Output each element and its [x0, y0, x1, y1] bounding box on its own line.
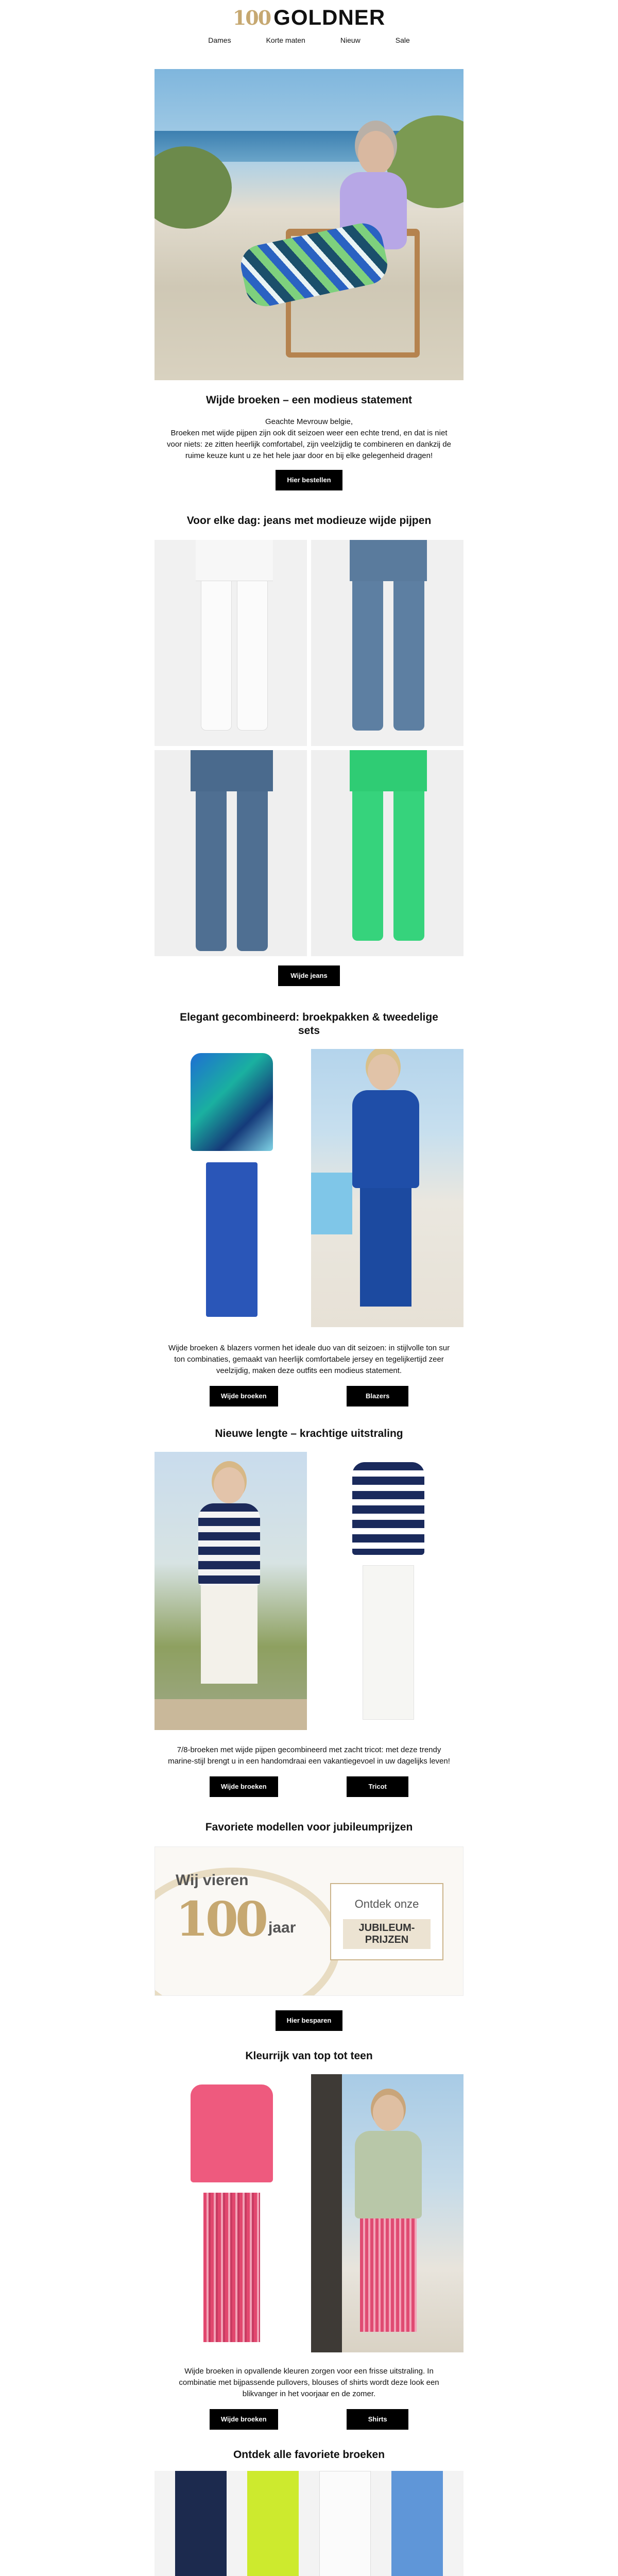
colorful-wide-pants-button[interactable]: Wijde broeken [210, 2409, 278, 2430]
nav-korte-maten[interactable]: Korte maten [266, 36, 305, 44]
jeans-waist [350, 540, 427, 581]
length-text: 7/8-broeken met wijde pijpen gecombineerd met zacht tricot: met deze trendy marine-stijl brengt u in een handomdraai een vakantiegevoel in uw dagelijks leven! [168, 1745, 450, 1766]
combined-model-head [368, 1054, 399, 1090]
jubilee-title: Favoriete modellen voor jubileumprijzen [205, 1821, 413, 1833]
combined-wide-pants-button[interactable]: Wijde broeken [210, 1386, 278, 1406]
favorites-pants-white [319, 2471, 371, 2576]
jeans-button[interactable]: Wijde jeans [278, 965, 340, 986]
length-cardigan [352, 1462, 424, 1555]
hero-text: Broeken met wijde pijpen zijn ook dit seizoen weer een echte trend, en dat is niet voor niets: ze zitten heerlijk comfortabel, zijn veelzijdig te combineren en dankzij de ruime keuze kunt u ze het hele jaar door en bij elke gelegenheid dragen! [167, 429, 451, 460]
colorful-model-jacket [355, 2131, 422, 2218]
jeans-leg [393, 786, 424, 941]
length-tricot-button[interactable]: Tricot [347, 1776, 408, 1797]
jeans-tile-white[interactable] [154, 540, 307, 746]
jeans-leg [237, 576, 268, 731]
combined-model-blazer [352, 1090, 419, 1188]
nav-nieuw[interactable]: Nieuw [340, 36, 360, 44]
colorful-grid [154, 2074, 464, 2352]
jeans-waist [196, 540, 273, 581]
nav-dames[interactable]: Dames [208, 36, 231, 44]
jubilee-box-line1: Ontdek onze [354, 1897, 419, 1910]
jeans-leg [196, 786, 227, 951]
favorites-pants-blue [391, 2471, 443, 2576]
length-model-top [198, 1503, 260, 1586]
combined-grid [154, 1049, 464, 1327]
jubilee-box-line2: JUBILEUM- [358, 1922, 415, 1934]
email-column [154, 0, 464, 2576]
colorful-shirts-button[interactable]: Shirts [347, 2409, 408, 2430]
jeans-title: Voor elke dag: jeans met modieuze wijde pijpen [186, 515, 432, 527]
jeans-waist [191, 750, 273, 791]
main-nav [154, 36, 464, 44]
colorful-model-head [373, 2095, 404, 2131]
colorful-model-pants [360, 2218, 417, 2332]
jubilee-box-line3: PRIJZEN [365, 1934, 409, 1945]
colorful-tile-items[interactable] [154, 2074, 307, 2352]
jeans-leg [237, 786, 268, 951]
jeans-leg [352, 786, 383, 941]
hero-image[interactable] [154, 69, 464, 380]
combined-pants [206, 1162, 258, 1317]
jeans-tile-green[interactable] [311, 750, 464, 956]
jeans-grid-row-2 [154, 750, 464, 956]
jubilee-line1: Wij vieren [176, 1872, 249, 1889]
colorful-title: Kleurrijk van top tot teen [245, 2050, 373, 2062]
jeans-leg [352, 576, 383, 731]
jeans-waist [350, 750, 427, 791]
combined-blazers-button[interactable]: Blazers [347, 1386, 408, 1406]
jubilee-number: 100 [176, 1891, 266, 1947]
length-wide-pants-button[interactable]: Wijde broeken [210, 1776, 278, 1797]
hero-title: Wijde broeken – een modieus statement [205, 394, 413, 406]
jeans-grid-row-1 [154, 540, 464, 746]
colorful-pants [203, 2193, 260, 2342]
length-tile-items[interactable] [311, 1452, 464, 1730]
colorful-shirt [191, 2084, 273, 2182]
combined-shirt [191, 1053, 273, 1151]
colorful-wall [311, 2074, 342, 2352]
length-grid [154, 1452, 464, 1730]
length-model-pants [201, 1586, 258, 1684]
hero-order-button[interactable]: Hier bestellen [276, 470, 342, 490]
logo[interactable] [154, 0, 464, 30]
combined-tile-items[interactable] [154, 1049, 307, 1327]
logo-number: 100 [232, 6, 271, 29]
nav-sale[interactable]: Sale [395, 36, 410, 44]
jeans-tile-blue[interactable] [311, 540, 464, 746]
combined-text: Wijde broeken & blazers vormen het ideale duo van dit seizoen: in stijlvolle ton sur ton combinaties, gemaakt van heerlijk comfortabele jersey en tegelijkertijd zeer veelzijdig, maken deze outfits een modieus statement. [168, 1344, 450, 1375]
colorful-text: Wijde broeken in opvallende kleuren zorgen voor een frisse uitstraling. In combinatie met bijpassende pullovers, blouses of shirts wordt deze look een blikvanger in het voorjaar en de zomer. [179, 2367, 439, 2398]
combined-tile-model[interactable] [311, 1049, 464, 1327]
favorites-title: Ontdek alle favoriete broeken [233, 2449, 385, 2461]
length-model-head [214, 1467, 245, 1503]
length-title: Nieuwe lengte – krachtige uitstraling [215, 1428, 403, 1439]
length-pants [363, 1565, 414, 1720]
hero-model-head [358, 131, 394, 175]
favorites-pants-navy [175, 2471, 227, 2576]
combined-title: Elegant gecombineerd: broekpakken & tweedelige sets [180, 1011, 438, 1037]
length-deck [154, 1699, 307, 1730]
logo-word: GOLDNER [273, 5, 386, 29]
length-tile-model[interactable] [154, 1452, 307, 1730]
jeans-tile-denim[interactable] [154, 750, 307, 956]
hero-greeting: Geachte Mevrouw belgie, [265, 417, 353, 426]
jubilee-banner[interactable] [154, 1846, 464, 1996]
jeans-leg [393, 576, 424, 731]
header [154, 0, 464, 69]
jubilee-button[interactable]: Hier besparen [276, 2010, 343, 2031]
favorites-pants-lime [247, 2471, 299, 2576]
combined-model-pants [360, 1188, 411, 1307]
jubilee-box [330, 1883, 443, 1960]
jeans-leg [201, 576, 232, 731]
jubilee-line2: jaar [268, 1919, 296, 1936]
combined-pool [311, 1173, 352, 1234]
favorites-image[interactable] [154, 2471, 464, 2576]
colorful-tile-model[interactable] [311, 2074, 464, 2352]
